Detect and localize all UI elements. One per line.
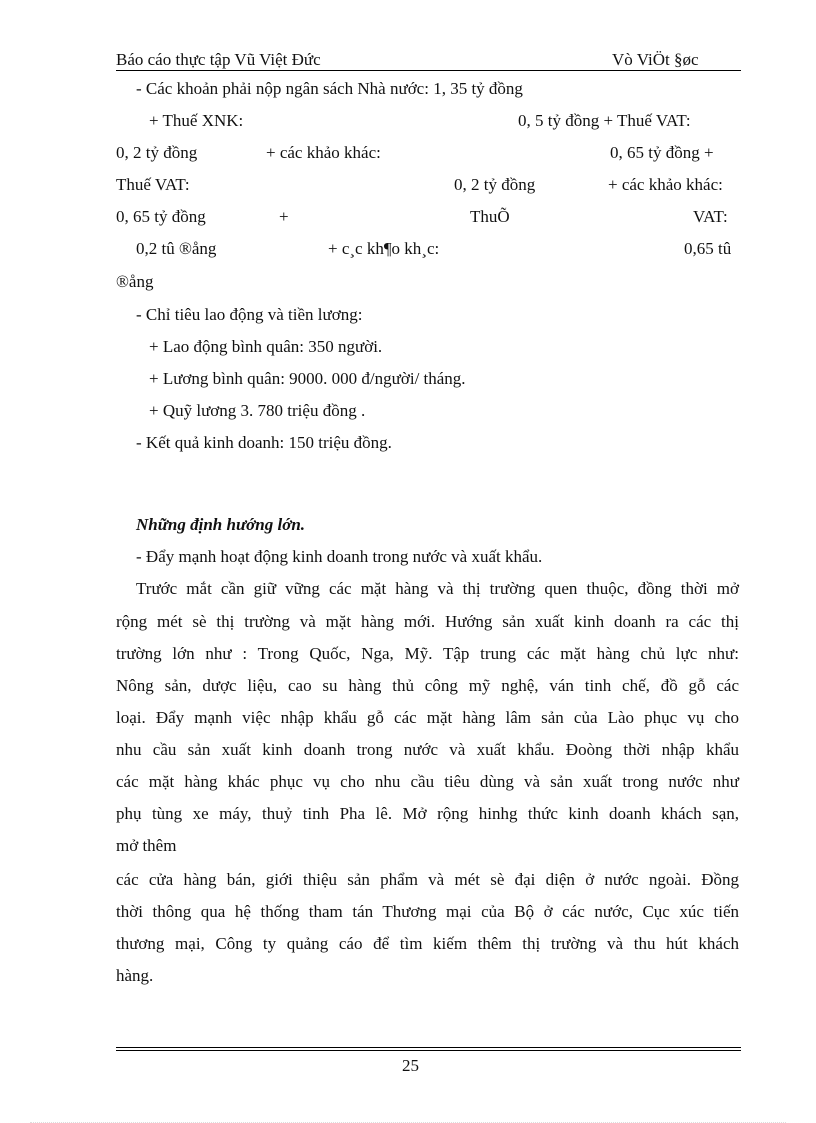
header-rule bbox=[116, 70, 741, 71]
other-value: 0, 65 tỷ đồng bbox=[116, 207, 206, 226]
paragraph-line: hàng. bbox=[116, 966, 154, 985]
paragraph-line: loại. Đẩy mạnh việc nhập khẩu gỗ các mặt hàng lâm sản của Lào phục vụ cho bbox=[116, 708, 739, 727]
paragraph-line: Trước mắt cần giữ vững các mặt hàng và thị trường quen thuộc, đồng thời mở bbox=[136, 579, 739, 598]
labour-avg: + Lao động bình quân: 350 người. bbox=[149, 337, 383, 356]
paragraph-line: các mặt hàng khác phục vụ cho nhu cầu tiêu dùng và sản xuất trong nước như bbox=[116, 772, 739, 791]
vat-value-garbled: 0,2 tû ®ång bbox=[136, 239, 217, 258]
footer-rule bbox=[116, 1050, 741, 1051]
section-bullet: - Đẩy mạnh hoạt động kinh doanh trong nước và xuất khẩu. bbox=[136, 547, 543, 566]
paragraph-line: rộng mét sè thị trường và mặt hàng mới. Hướng sản xuất kinh doanh ra các thị bbox=[116, 612, 739, 631]
other-label-garbled: + c¸c kh¶o kh¸c: bbox=[328, 239, 440, 258]
header-right: Vò ViÖt §øc bbox=[612, 50, 699, 69]
wage-fund: + Quỹ lương 3. 780 triệu đồng . bbox=[149, 401, 366, 420]
vat-value: 0, 2 tỷ đồng bbox=[116, 143, 198, 162]
tax-label-garbled: ThuÕ bbox=[470, 207, 510, 226]
paragraph-line: thời thông qua hệ thống tham tán Thương mại của Bộ ở các nước, Cục xúc tiến bbox=[116, 902, 739, 921]
paragraph-line: các cửa hàng bán, giới thiệu sản phẩm và mét sè đại diện ở nước ngoài. Đồng bbox=[116, 870, 739, 889]
other-value-garbled: 0,65 tû bbox=[684, 239, 732, 258]
paragraph-line: trường lớn như : Trong Quốc, Nga, Mỹ. Tập trung các mặt hàng chủ lực như: bbox=[116, 644, 739, 663]
other-label: + các khảo khác: bbox=[608, 175, 723, 194]
other-label: + các khảo khác: bbox=[266, 143, 381, 162]
footer-rule bbox=[116, 1047, 741, 1048]
paragraph-line: thương mại, Công ty quảng cáo để tìm kiếm thêm thị trường và thu hút khách bbox=[116, 934, 739, 953]
other-value: 0, 65 tỷ đồng + bbox=[610, 143, 714, 162]
paragraph-line: phụ tùng xe máy, thuỷ tinh Pha lê. Mở rộng hinhg thức kinh doanh khách sạn, bbox=[116, 804, 739, 823]
header-left: Báo cáo thực tập Vũ Việt Đức bbox=[116, 50, 321, 69]
plus-sign: + bbox=[279, 207, 289, 226]
vat-label: Thuế VAT: bbox=[116, 175, 190, 194]
paragraph-line: mở thêm bbox=[116, 836, 177, 855]
business-result: - Kết quả kinh doanh: 150 triệu đồng. bbox=[136, 433, 392, 452]
paragraph-line: nhu cầu sản xuất kinh doanh trong nước và xuất khẩu. Đoòng thời nhập khẩu bbox=[116, 740, 739, 759]
wage-avg: + Lương bình quân: 9000. 000 đ/người/ tháng. bbox=[149, 369, 466, 388]
page-number: 25 bbox=[402, 1056, 419, 1075]
paragraph-line: Nông sản, dược liệu, cao su hàng thủ công mỹ nghệ, ván tinh chế, đồ gỗ các bbox=[116, 676, 739, 695]
tax-xnk-value: 0, 5 tỷ đồng + Thuế VAT: bbox=[518, 111, 691, 130]
section-title: Những định hướng lớn. bbox=[136, 515, 306, 534]
labour-heading: - Chỉ tiêu lao động và tiền lương: bbox=[136, 305, 363, 324]
vat-label-garbled: VAT: bbox=[693, 207, 728, 226]
unit-garbled: ®ång bbox=[116, 272, 154, 291]
vat-value: 0, 2 tỷ đồng bbox=[454, 175, 536, 194]
tax-xnk-label: + Thuế XNK: bbox=[149, 111, 244, 130]
budget-line: - Các khoản phải nộp ngân sách Nhà nước: 1, 35 tỷ đồng bbox=[136, 79, 523, 98]
